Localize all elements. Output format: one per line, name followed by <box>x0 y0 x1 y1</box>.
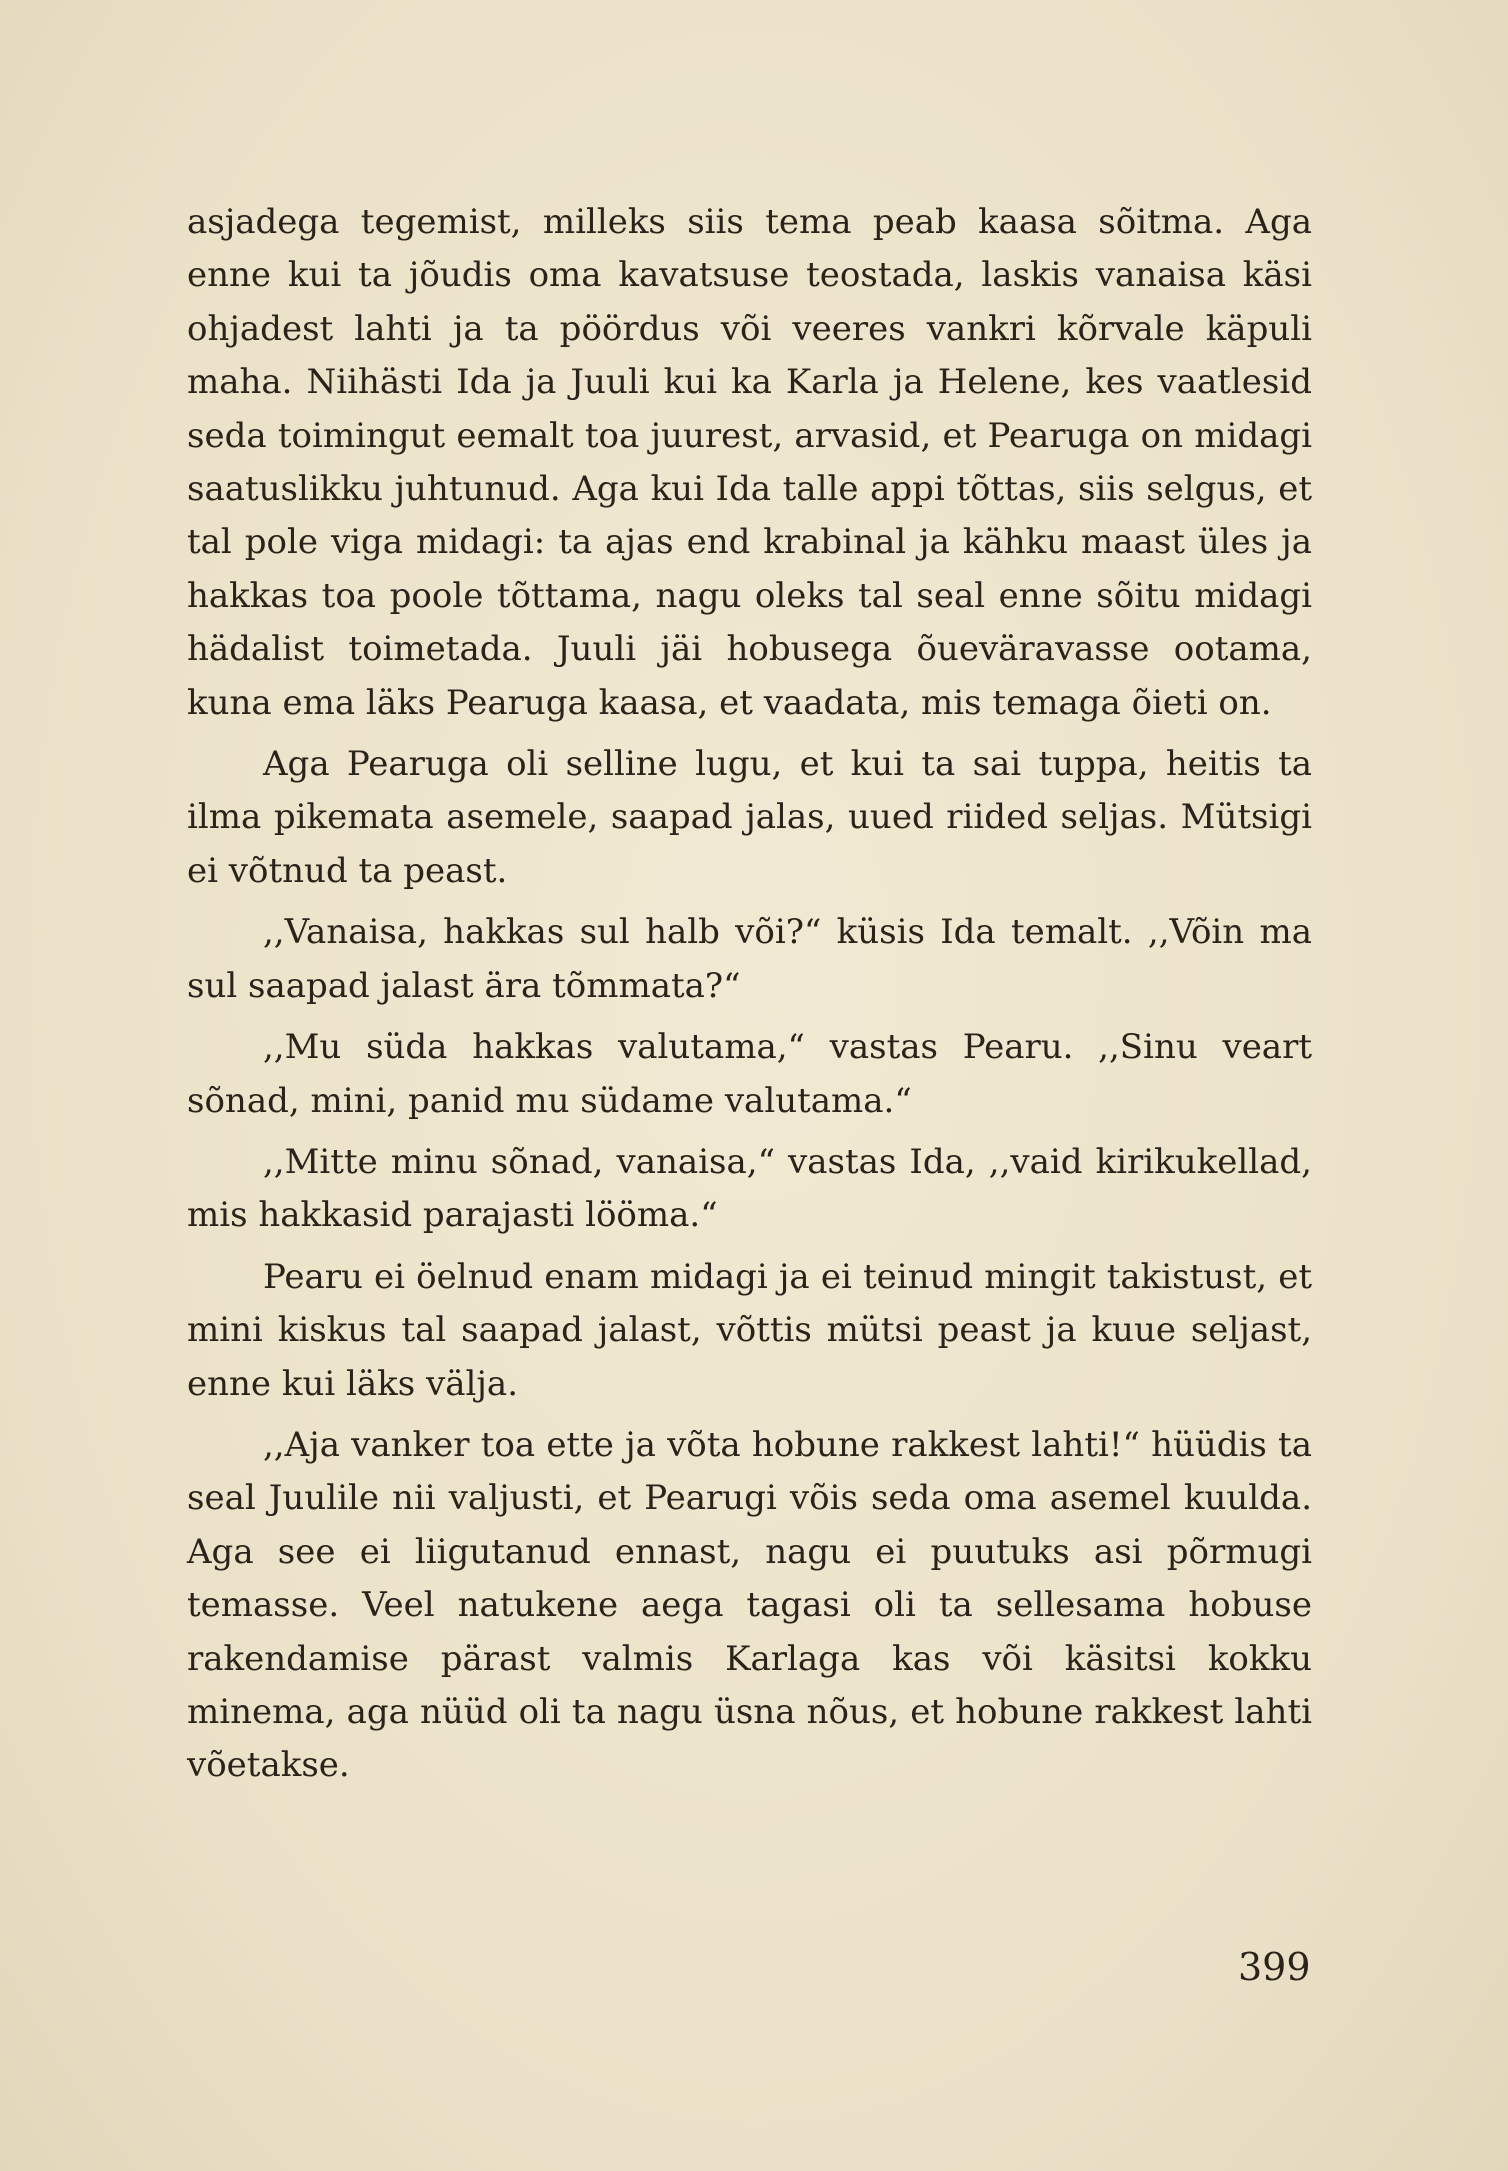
paragraph: Aga Pearuga oli selline lugu, et kui ta sai tuppa, heitis ta ilma pikemata asemele, saapad jalas, uued riided seljas. Mütsigi ei võtnud ta peast. <box>187 744 1312 891</box>
page-number: 399 <box>1238 1945 1311 1989</box>
body-text <box>187 196 1312 1801</box>
paragraph: asjadega tegemist, milleks siis tema peab kaasa sõitma. Aga enne kui ta jõudis oma kavatsuse teostada, laskis vanaisa käsi ohjadest lahti ja ta pöördus või veeres vankri kõrvale käpuli maha. Niihästi Ida ja Juuli kui ka Karla ja Helene, kes vaatlesid seda toimingut eemalt toa juurest, arvasid, et Pearuga on midagi saatuslikku juhtunud. Aga kui Ida talle appi tõttas, siis selgus, et tal pole viga midagi: ta ajas end krabinal ja kähku maast üles ja hakkas toa poole tõttama, nagu oleks tal seal enne sõitu midagi hädalist toimetada. Juuli jäi hobusega õueväravasse ootama, kuna ema läks Pearuga kaasa, et vaadata, mis temaga õieti on. <box>187 202 1312 723</box>
paragraph: ,,Aja vanker toa ette ja võta hobune rakkest lahti!“ hüüdis ta seal Juulile nii valjusti, et Pearugi võis seda oma asemel kuulda. Aga see ei liigutanud ennast, nagu ei puutuks asi põrmugi temasse. Veel natukene aega tagasi oli ta sellesama hobuse rakendamise pärast valmis Karlaga kas või käsitsi kokku minema, aga nüüd oli ta nagu üsna nõus, et hobune rakkest lahti võetakse. <box>187 1424 1312 1786</box>
paragraph: Pearu ei öelnud enam midagi ja ei teinud mingit takistust, et mini kiskus tal saapad jalast, võttis mütsi peast ja kuue seljast, enne kui läks välja. <box>187 1256 1312 1404</box>
paragraph: ,,Mu süda hakkas valutama,“ vastas Pearu. ,,Sinu veart sõnad, mini, panid mu südame valutama.“ <box>187 1027 1312 1121</box>
paragraph: ,,Vanaisa, hakkas sul halb või?“ küsis Ida temalt. ,,Võin ma sul saapad jalast ära tõmmata?“ <box>187 912 1312 1006</box>
paragraph: ,,Mitte minu sõnad, vanaisa,“ vastas Ida, ,,vaid kirikukellad, mis hakkasid parajasti lööma.“ <box>187 1141 1312 1236</box>
